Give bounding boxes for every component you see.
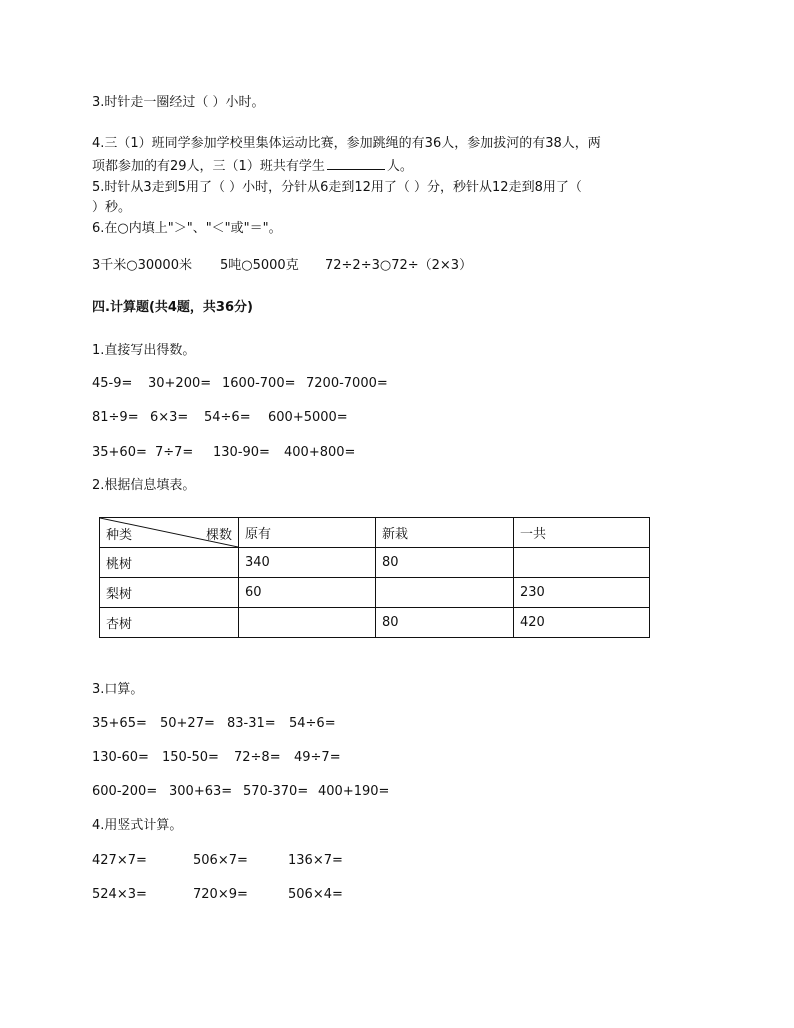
- calc-3-row-1: [92, 715, 336, 733]
- table-cell: 340: [239, 548, 376, 578]
- table-row-label: 杏树: [100, 608, 239, 638]
- table-cell: 60: [239, 578, 376, 608]
- calc-item: 600+5000=: [268, 410, 348, 425]
- calc-3-row-3: [92, 783, 389, 801]
- table-corner-cell: [100, 518, 239, 548]
- section-heading: 四.计算题(共4题，共36分): [92, 300, 253, 315]
- calc-item: 49÷7=: [294, 750, 341, 765]
- calc-item: 50+27=: [160, 716, 215, 731]
- table-row: [100, 608, 650, 638]
- calc-1-title: 1.直接写出得数。: [92, 343, 196, 358]
- fill-in-table: [99, 517, 650, 638]
- calc-item: 136×7=: [288, 853, 343, 868]
- corner-label-right: 棵数: [205, 528, 232, 543]
- calc-item: 600-200=: [92, 784, 158, 799]
- calc-item: 524×3=: [92, 887, 147, 902]
- table-cell-blank[interactable]: [239, 608, 376, 638]
- table-cell: 80: [376, 608, 514, 638]
- calc-item: 130-90=: [213, 445, 270, 460]
- calc-item: 506×7=: [193, 853, 248, 868]
- question-4-line-1: 4.三（1）班同学参加学校里集体运动比赛，参加跳绳的有36人，参加拔河的有38人，两: [92, 136, 601, 151]
- calc-item: 400+190=: [318, 784, 390, 799]
- table-row-label: 桃树: [100, 548, 239, 578]
- table-cell: 230: [514, 578, 650, 608]
- calc-item: 7÷7=: [155, 445, 194, 460]
- table-cell: 80: [376, 548, 514, 578]
- calc-item: 427×7=: [92, 853, 147, 868]
- calc-1-row-3: [92, 444, 355, 462]
- calc-4-row-1: [92, 852, 343, 870]
- calc-4-row-2: [92, 886, 343, 904]
- calc-item: 81÷9=: [92, 410, 139, 425]
- calc-item: 130-60=: [92, 750, 149, 765]
- calc-item: 83-31=: [227, 716, 276, 731]
- table-row: [100, 578, 650, 608]
- question-6-items: [92, 257, 472, 275]
- calc-1-row-1: [92, 375, 388, 393]
- calc-item: 30+200=: [148, 376, 212, 391]
- table-cell-blank[interactable]: [514, 548, 650, 578]
- calc-item: 7200-7000=: [306, 376, 388, 391]
- calc-3-title: 3.口算。: [92, 682, 144, 697]
- calc-item: 506×4=: [288, 887, 343, 902]
- corner-label-left: 种类: [106, 528, 133, 543]
- calc-item: 570-370=: [243, 784, 309, 799]
- compare-item-3: 72÷2÷3○72÷（2×3）: [325, 258, 473, 273]
- calc-item: 1600-700=: [222, 376, 296, 391]
- calc-3-row-2: [92, 749, 341, 767]
- question-6-title: 6.在○内填上"＞"、"＜"或"＝"。: [92, 221, 282, 236]
- table-header: 原有: [239, 518, 376, 548]
- question-5-line-2: ）秒。: [92, 200, 132, 215]
- calc-2-title: 2.根据信息填表。: [92, 478, 196, 493]
- question-4-suffix: 人。: [386, 159, 413, 174]
- question-4-prefix: 项都参加的有29人，三（1）班共有学生: [92, 159, 325, 174]
- table-cell-blank[interactable]: [376, 578, 514, 608]
- calc-item: 150-50=: [162, 750, 219, 765]
- table-header: 一共: [514, 518, 650, 548]
- compare-item-1: 3千米○30000米: [92, 258, 192, 273]
- table-header-row: [100, 518, 650, 548]
- calc-item: 300+63=: [169, 784, 233, 799]
- calc-item: 54÷6=: [204, 410, 251, 425]
- table-row: [100, 548, 650, 578]
- calc-4-title: 4.用竖式计算。: [92, 818, 183, 833]
- calc-item: 72÷8=: [234, 750, 281, 765]
- compare-item-2: 5吨○5000克: [220, 258, 299, 273]
- calc-item: 720×9=: [193, 887, 248, 902]
- table-header: 新栽: [376, 518, 514, 548]
- table-cell: 420: [514, 608, 650, 638]
- calc-1-row-2: [92, 409, 348, 427]
- calc-item: 35+65=: [92, 716, 147, 731]
- table-row-label: 梨树: [100, 578, 239, 608]
- calc-item: 6×3=: [150, 410, 189, 425]
- calc-item: 45-9=: [92, 376, 133, 391]
- answer-blank[interactable]: [327, 157, 385, 170]
- calc-item: 35+60=: [92, 445, 147, 460]
- question-3: 3.时针走一圈经过（ ）小时。: [92, 95, 265, 110]
- question-5-line-1: 5.时针从3走到5用了（ ）小时，分针从6走到12用了（ ）分，秒针从12走到8用了（: [92, 180, 582, 195]
- calc-item: 54÷6=: [289, 716, 336, 731]
- question-4-line-2: [92, 157, 413, 176]
- calc-item: 400+800=: [284, 445, 356, 460]
